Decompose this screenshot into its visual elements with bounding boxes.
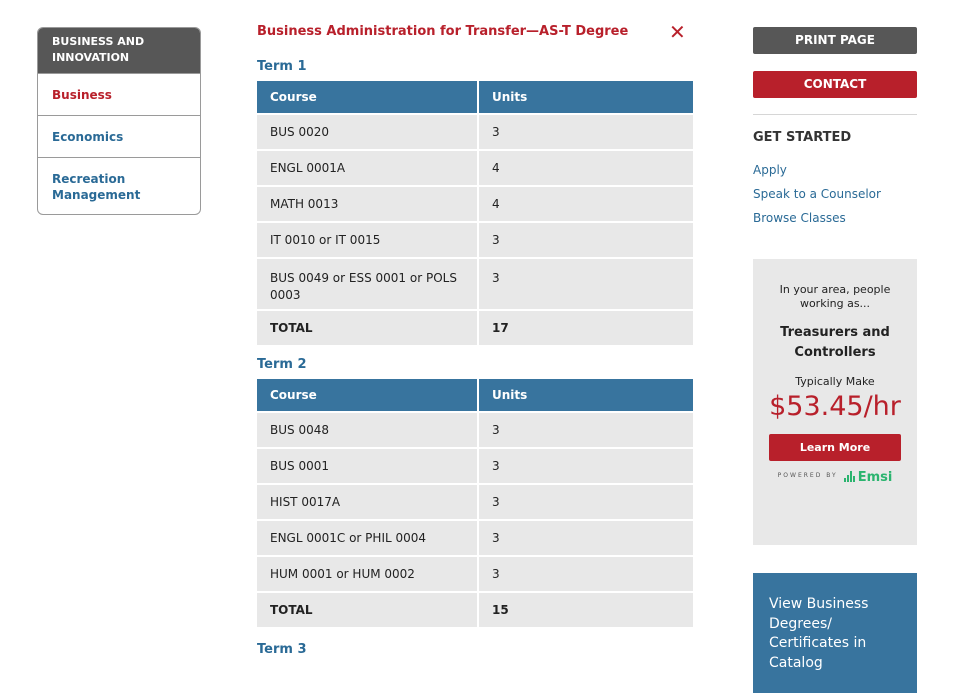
term-2-table (257, 379, 693, 627)
course-cell: BUS 0020 (257, 113, 477, 149)
table-row (257, 483, 693, 519)
browse-classes-link[interactable]: Browse Classes (753, 211, 846, 225)
course-cell: HUM 0001 or HUM 0002 (257, 555, 477, 591)
table-row (257, 555, 693, 591)
table-row (257, 113, 693, 149)
units-cell: 4 (477, 149, 693, 185)
emsi-logo (844, 470, 893, 485)
program-sidebar (37, 27, 201, 215)
table-row (257, 149, 693, 185)
column-header-course: Course (257, 81, 477, 113)
table-row (257, 447, 693, 483)
term-3-title: Term 3 (257, 642, 307, 657)
close-icon[interactable]: ✕ (669, 20, 686, 44)
units-cell: 3 (477, 411, 693, 447)
wage-job-title: Treasurers and Controllers (780, 325, 890, 360)
table-row (257, 519, 693, 555)
wage-intro: In your area, people working as... (779, 283, 891, 310)
sidebar-item-business[interactable]: Business (38, 73, 200, 115)
wage-typically-label: Typically Make (795, 375, 875, 388)
emsi-bars-icon (844, 470, 855, 482)
table-header-row (257, 81, 693, 113)
get-started-title: GET STARTED (753, 130, 852, 145)
total-row (257, 309, 693, 345)
table-row (257, 411, 693, 447)
units-cell: 3 (477, 447, 693, 483)
column-header-units: Units (477, 81, 693, 113)
sidebar-item-recreation-management[interactable]: Recreation Management (38, 157, 200, 214)
divider (753, 114, 917, 115)
term-2-title: Term 2 (257, 357, 307, 372)
column-header-units: Units (477, 379, 693, 411)
course-cell: BUS 0048 (257, 411, 477, 447)
page-title: Business Administration for Transfer—AS-T Degree (257, 24, 629, 39)
total-label: TOTAL (257, 309, 477, 345)
units-cell: 3 (477, 519, 693, 555)
wage-amount: $53.45/hr (769, 391, 901, 422)
units-cell: 3 (477, 113, 693, 149)
course-cell: BUS 0049 or ESS 0001 or POLS 0003 (257, 257, 477, 309)
right-column (753, 27, 917, 693)
course-cell: ENGL 0001A (257, 149, 477, 185)
table-header-row (257, 379, 693, 411)
units-cell: 3 (477, 257, 693, 309)
table-row (257, 221, 693, 257)
total-row (257, 591, 693, 627)
learn-more-button[interactable]: Learn More (769, 434, 901, 461)
course-cell: BUS 0001 (257, 447, 477, 483)
total-units: 17 (477, 309, 693, 345)
column-header-course: Course (257, 379, 477, 411)
total-units: 15 (477, 591, 693, 627)
sidebar-item-economics[interactable]: Economics (38, 115, 200, 157)
emsi-brand: Emsi (857, 470, 893, 485)
degree-content (257, 22, 693, 659)
contact-button[interactable]: CONTACT (753, 71, 917, 98)
course-cell: ENGL 0001C or PHIL 0004 (257, 519, 477, 555)
table-row (257, 185, 693, 221)
term-1-table (257, 81, 693, 345)
course-cell: HIST 0017A (257, 483, 477, 519)
print-page-button[interactable]: PRINT PAGE (753, 27, 917, 54)
view-catalog-link[interactable]: View Business Degrees/ Certificates in Catalog (753, 573, 917, 693)
speak-to-counselor-link[interactable]: Speak to a Counselor (753, 187, 881, 201)
powered-by-label: POWERED BY (777, 472, 838, 479)
wage-widget (753, 259, 917, 545)
total-label: TOTAL (257, 591, 477, 627)
course-cell: MATH 0013 (257, 185, 477, 221)
powered-by-emsi (753, 470, 917, 485)
apply-link[interactable]: Apply (753, 163, 787, 177)
units-cell: 3 (477, 483, 693, 519)
course-cell: IT 0010 or IT 0015 (257, 221, 477, 257)
term-1-title: Term 1 (257, 59, 307, 74)
units-cell: 3 (477, 555, 693, 591)
sidebar-heading: BUSINESS AND INNOVATION (38, 28, 200, 73)
units-cell: 4 (477, 185, 693, 221)
units-cell: 3 (477, 221, 693, 257)
table-row (257, 257, 693, 309)
